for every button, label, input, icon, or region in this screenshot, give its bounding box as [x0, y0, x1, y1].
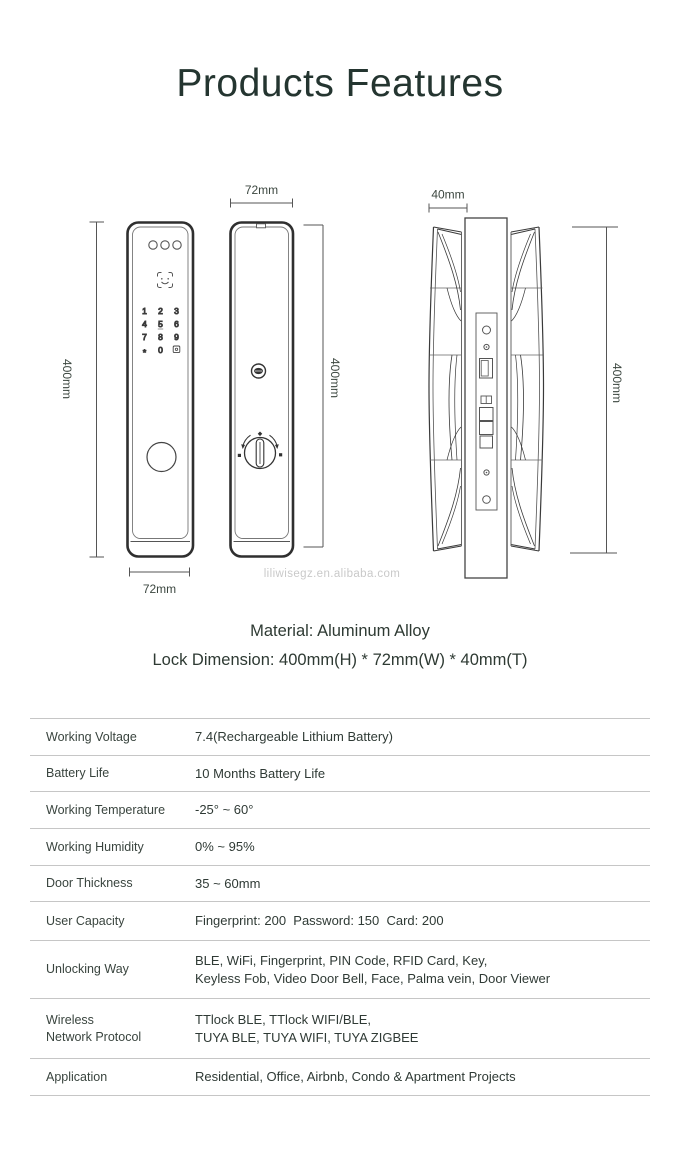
lock-technical-drawing [0, 170, 680, 600]
spec-row [30, 901, 650, 940]
dimension-label-side-height: 400mm [610, 362, 624, 404]
spec-label: Application [46, 1069, 108, 1084]
dimension-label-front-height: 400mm [60, 358, 74, 400]
specs-table [30, 718, 650, 1096]
spec-label: Unlocking Way [46, 962, 129, 976]
keypad-key: 4 [142, 318, 147, 329]
dimension-line: Lock Dimension: 400mm(H) * 72mm(W) * 40mm(T) [152, 651, 528, 669]
spec-value: 0% ~ 95% [195, 839, 255, 854]
dimension-label-front-width: 72mm [142, 582, 177, 596]
spec-label: Working Temperature [46, 802, 166, 817]
top-port-notch [257, 224, 266, 228]
spec-value: 35 ~ 60mm [195, 875, 261, 891]
keypad-key: 6 [174, 318, 179, 329]
spec-value: TTlock BLE, TTlock WIFI/BLE, TUYA BLE, TUYA WIFI, TUYA ZIGBEE [195, 1011, 419, 1045]
spec-label: Working Voltage [46, 729, 137, 744]
side-panel-profile [429, 227, 462, 551]
keypad-key: * [142, 347, 147, 358]
front-view-drawing [128, 223, 194, 557]
spec-label: Door Thickness [46, 876, 133, 890]
spec-value: Fingerprint: 200 Password: 150 Card: 200 [195, 913, 444, 928]
keypad-key: 1 [142, 305, 147, 316]
material-info [0, 617, 680, 675]
dimension-label-back-width: 72mm [244, 183, 279, 197]
spec-row [30, 718, 650, 755]
spec-label: Working Humidity [46, 839, 144, 854]
spec-label: Battery Life [46, 766, 110, 780]
spec-row [30, 755, 650, 791]
spec-label: Wireless Network Protocol [46, 1012, 142, 1044]
keypad-key: 2 [158, 305, 163, 316]
watermark-text: liliwisegz.en.alibaba.com [263, 568, 401, 580]
spec-value: -25° ~ 60° [195, 802, 254, 817]
spec-value: 10 Months Battery Life [195, 765, 326, 781]
dimension-label-side-thickness: 40mm [431, 187, 465, 202]
keypad-key: 9 [174, 331, 179, 342]
spec-row [30, 791, 650, 828]
spec-row [30, 940, 650, 998]
keypad-key: 3 [174, 305, 179, 316]
spec-value: BLE, WiFi, Fingerprint, PIN Code, RFID Card, Key, Keyless Fob, Video Door Bell, Face, Palma vein, Door Viewer [195, 952, 551, 986]
side-view-drawing [429, 218, 544, 578]
back-view-drawing [231, 223, 294, 557]
material-line: Material: Aluminum Alloy [250, 622, 430, 640]
spec-value: 7.4(Rechargeable Lithium Battery) [195, 729, 393, 744]
keypad-key: 7 [142, 331, 147, 342]
spec-row [30, 1058, 650, 1096]
spec-label: User Capacity [46, 913, 125, 928]
spec-row [30, 828, 650, 865]
spec-value: Residential, Office, Airbnb, Condo & Apartment Projects [195, 1069, 516, 1084]
keypad-key: 5 [158, 318, 163, 329]
keypad-key: 8 [158, 331, 163, 342]
spec-row [30, 865, 650, 901]
spec-row [30, 998, 650, 1058]
page-title: Products Features [176, 62, 504, 105]
dimension-label-back-height: 400mm [328, 357, 342, 399]
keypad-key: 0 [158, 345, 163, 356]
